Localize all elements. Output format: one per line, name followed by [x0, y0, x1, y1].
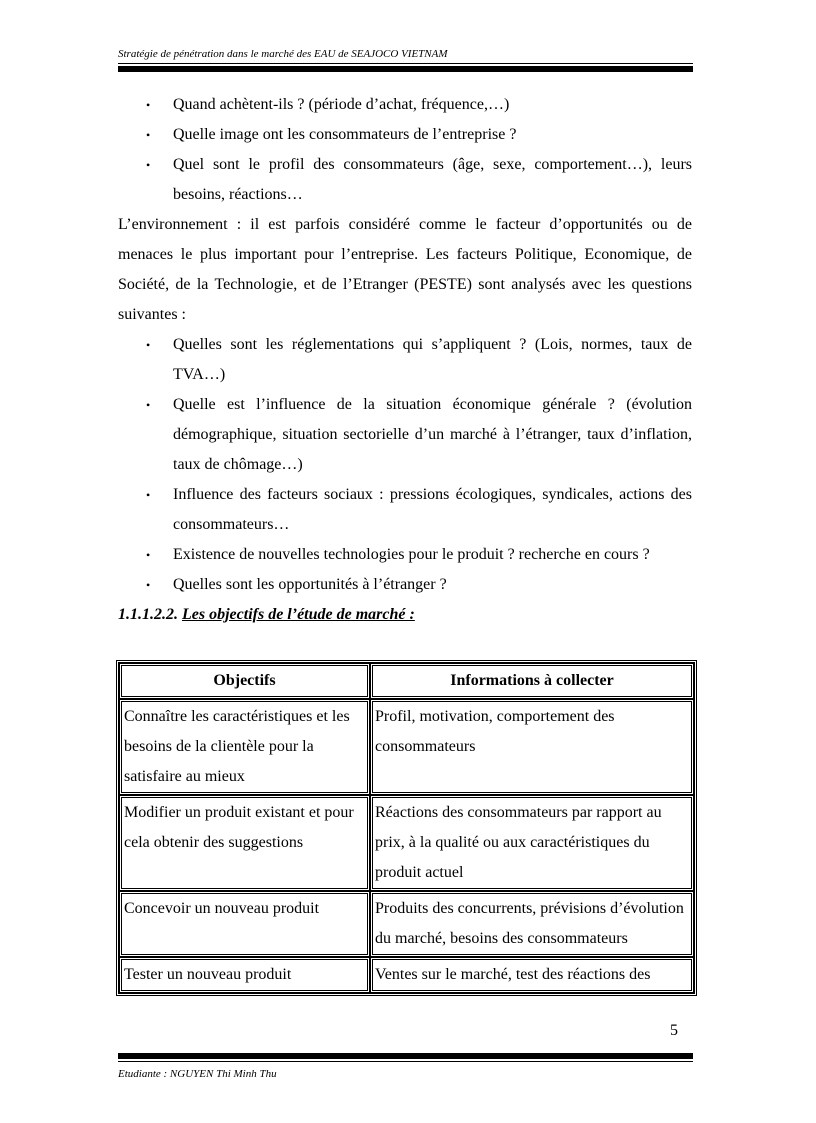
- footer-author: Etudiante : NGUYEN Thi Minh Thu: [118, 1068, 277, 1080]
- table-cell: Concevoir un nouveau produit: [119, 891, 370, 957]
- bullet-icon: •: [146, 578, 151, 592]
- bullet-icon: •: [146, 488, 151, 502]
- page-body: [118, 90, 692, 630]
- list-item: • Existence de nouvelles technologies pour le produit ? recherche en cours ?: [118, 540, 692, 570]
- bullet-icon: •: [146, 338, 151, 352]
- header-rule-thin: [118, 63, 693, 64]
- footer-rule: [118, 1053, 693, 1059]
- table-row: [119, 795, 694, 891]
- table-cell: Connaître les caractéristiques et les besoins de la clientèle pour la satisfaire au mieux: [119, 699, 370, 795]
- objectives-table: [116, 660, 697, 996]
- table-header-cell: Objectifs: [119, 663, 370, 699]
- header-rule: [118, 66, 693, 72]
- list-item: • Quand achètent-ils ? (période d’achat, fréquence,…): [118, 90, 692, 120]
- section-heading: [118, 600, 692, 630]
- bullet-list-environment-questions: [118, 330, 692, 600]
- list-item: • Quelles sont les opportunités à l’étranger ?: [118, 570, 692, 600]
- list-item: • Quelle est l’influence de la situation économique générale ? (évolution démographique, situation sectorielle d’un marché à l’étranger, taux d’inflation, taux de chômage…): [118, 390, 692, 480]
- table-row: [119, 957, 694, 993]
- table-header-row: [119, 663, 694, 699]
- running-header-title: Stratégie de pénétration dans le marché des EAU de SEAJOCO VIETNAM: [118, 48, 448, 60]
- section-number: 1.1.1.2.2.: [118, 606, 178, 623]
- list-item: • Quelle image ont les consommateurs de l’entreprise ?: [118, 120, 692, 150]
- environment-paragraph: L’environnement : il est parfois considéré comme le facteur d’opportunités ou de menaces le plus important pour l’entreprise. Les facteurs Politique, Economique, de Société, de la Technologie, et de l’Etranger (PESTE) sont analysés avec les questions suivantes :: [118, 216, 692, 323]
- bullet-icon: •: [146, 548, 151, 562]
- list-item: • Quel sont le profil des consommateurs (âge, sexe, comportement…), leurs besoins, réactions…: [118, 150, 692, 210]
- footer-rule-thin: [118, 1061, 693, 1062]
- table-cell: Tester un nouveau produit: [119, 957, 370, 993]
- bullet-icon: •: [146, 98, 151, 112]
- table-row: [119, 699, 694, 795]
- bullet-icon: •: [146, 158, 151, 172]
- table-row: [119, 891, 694, 957]
- table-header-cell: Informations à collecter: [370, 663, 694, 699]
- bullet-list-consumer-questions: [118, 90, 692, 210]
- list-item: • Influence des facteurs sociaux : pressions écologiques, syndicales, actions des consommateurs…: [118, 480, 692, 540]
- bullet-icon: •: [146, 128, 151, 142]
- list-item: • Quelles sont les réglementations qui s’appliquent ? (Lois, normes, taux de TVA…): [118, 330, 692, 390]
- section-title: Les objectifs de l’étude de marché :: [182, 606, 415, 623]
- table-cell: Profil, motivation, comportement des consommateurs: [370, 699, 694, 795]
- table-cell: Produits des concurrents, prévisions d’évolution du marché, besoins des consommateurs: [370, 891, 694, 957]
- page-number: 5: [670, 1022, 678, 1039]
- table-cell: Ventes sur le marché, test des réactions des: [370, 957, 694, 993]
- table-cell: Modifier un produit existant et pour cela obtenir des suggestions: [119, 795, 370, 891]
- table-cell: Réactions des consommateurs par rapport au prix, à la qualité ou aux caractéristiques du produit actuel: [370, 795, 694, 891]
- bullet-icon: •: [146, 398, 151, 412]
